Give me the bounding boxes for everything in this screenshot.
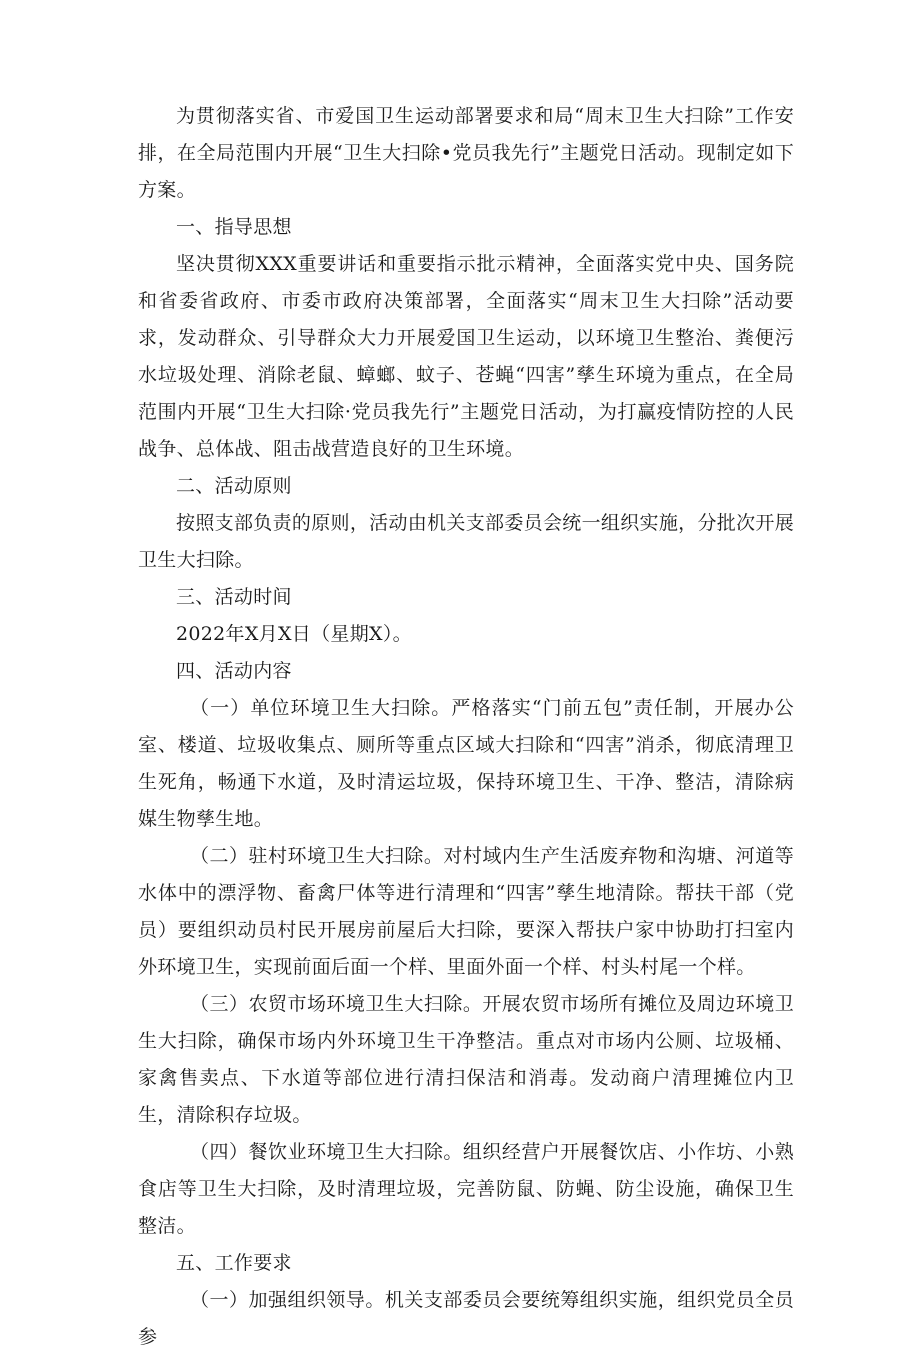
content-item-2: （二）驻村环境卫生大扫除。对村域内生产生活废弃物和沟塘、河道等水体中的漂浮物、畜禽尸体等进行清理和“四害”孳生地清除。帮扶干部（党员）要组织动员村民开展房前屋后大扫除，要深入帮扶户家中协助打扫室内外环境卫生，实现前面后面一个样、里面外面一个样、村头村尾一个样。 bbox=[138, 845, 794, 978]
principles-paragraph: 按照支部负责的原则，活动由机关支部委员会统一组织实施，分批次开展卫生大扫除。 bbox=[138, 512, 794, 571]
content-item-3: （三）农贸市场环境卫生大扫除。开展农贸市场所有摊位及周边环境卫生大扫除，确保市场内外环境卫生干净整洁。重点对市场内公厕、垃圾桶、家禽售卖点、下水道等部位进行清扫保洁和消毒。发动商户清理摊位内卫生，清除积存垃圾。 bbox=[138, 993, 794, 1126]
section-heading-content: 四、活动内容 bbox=[176, 660, 292, 682]
document-body bbox=[138, 98, 794, 1356]
content-item-4: （四）餐饮业环境卫生大扫除。组织经营户开展餐饮店、小作坊、小熟食店等卫生大扫除，及时清理垃圾，完善防鼠、防蝇、防尘设施，确保卫生整洁。 bbox=[138, 1141, 794, 1237]
time-paragraph: 2022年X月X日（星期X）。 bbox=[176, 623, 412, 645]
section-heading-principles: 二、活动原则 bbox=[176, 475, 292, 497]
section-heading-guiding-thought: 一、指导思想 bbox=[176, 216, 292, 238]
requirements-item-1: （一）加强组织领导。机关支部委员会要统筹组织实施，组织党员全员参 bbox=[138, 1289, 794, 1348]
section-heading-requirements: 五、工作要求 bbox=[176, 1252, 292, 1274]
section-heading-time: 三、活动时间 bbox=[176, 586, 292, 608]
intro-paragraph: 为贯彻落实省、市爱国卫生运动部署要求和局“周末卫生大扫除”工作安排，在全局范围内开展“卫生大扫除•党员我先行”主题党日活动。现制定如下方案。 bbox=[138, 105, 794, 201]
content-item-1: （一）单位环境卫生大扫除。严格落实“门前五包”责任制，开展办公室、楼道、垃圾收集点、厕所等重点区域大扫除和“四害”消杀，彻底清理卫生死角，畅通下水道，及时清运垃圾，保持环境卫生、干净、整洁，清除病媒生物孳生地。 bbox=[138, 697, 794, 830]
guiding-thought-paragraph: 坚决贯彻XXX重要讲话和重要指示批示精神，全面落实党中央、国务院和省委省政府、市委市政府决策部署，全面落实“周末卫生大扫除”活动要求，发动群众、引导群众大力开展爱国卫生运动，以环境卫生整治、粪便污水垃圾处理、消除老鼠、蟑螂、蚊子、苍蝇“四害”孳生环境为重点，在全局范围内开展“卫生大扫除·党员我先行”主题党日活动，为打赢疫情防控的人民战争、总体战、阻击战营造良好的卫生环境。 bbox=[138, 253, 794, 460]
